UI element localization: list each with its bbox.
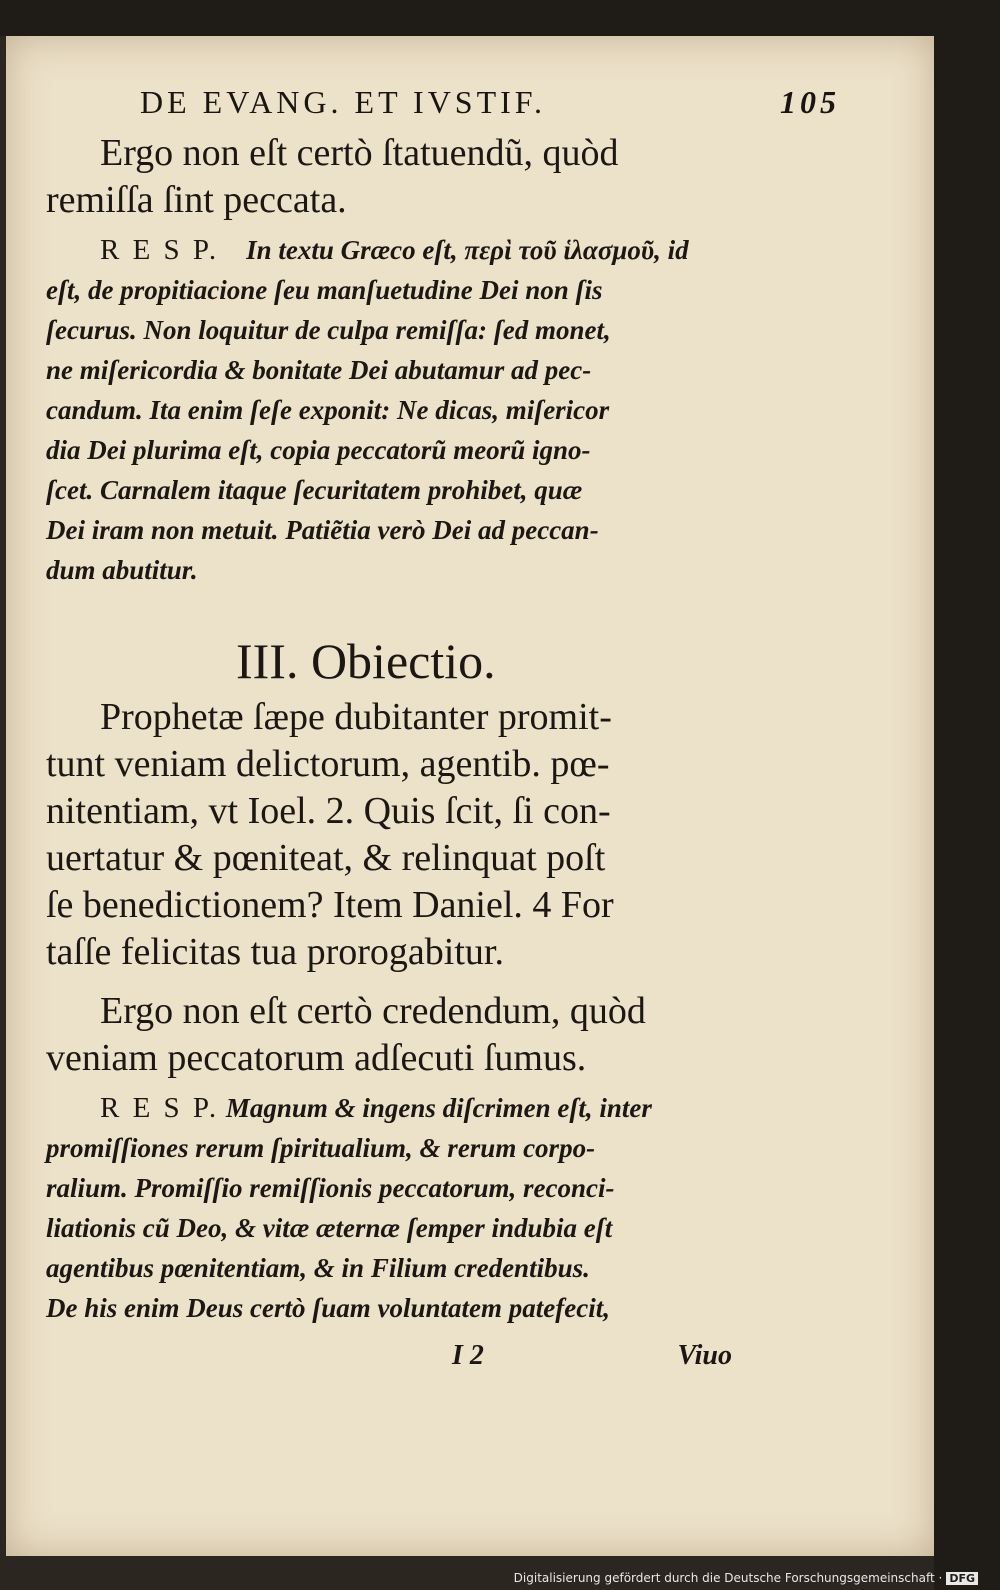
text-line: Ergo non eſt certò ſtatuendũ, quòd: [100, 132, 619, 174]
text-line: uertatur & pœniteat, & relinquat poſt: [46, 837, 606, 879]
dfg-logo: DFG: [946, 1572, 978, 1585]
text-line: Prophetæ ſæpe dubitanter promit-: [100, 696, 612, 738]
text-line: liationis cũ Deo, & vitæ æternæ ſemper indubia eſt: [46, 1213, 613, 1243]
text-line: ne miſericordia & bonitate Dei abutamur ad pec-: [46, 355, 592, 385]
catchword: Viuo: [677, 1340, 732, 1371]
text-line: dia Dei plurima eſt, copia peccatorũ meorũ igno-: [46, 435, 591, 465]
text-line: [46, 1088, 746, 1128]
text-line: ſcet. Carnalem itaque ſecuritatem prohibet, quæ: [46, 475, 583, 505]
text-line: nitentiam, vt Ioel. 2. Quis ſcit, ſi con-: [46, 790, 611, 832]
text-line: eſt, de propitiacione ſeu manſuetudine Dei non ſis: [46, 275, 603, 305]
text-line: remiſſa ſint peccata.: [46, 179, 347, 221]
section-heading: III. Obiectio.: [236, 633, 496, 689]
resp-label: R E S P.: [100, 234, 220, 266]
text-line: promiſſiones rerum ſpiritualium, & rerum corpo-: [46, 1133, 596, 1163]
text-line: veniam peccatorum adſecuti ſumus.: [46, 1037, 587, 1079]
text-line: agentibus pœnitentiam, & in Filium credentibus.: [46, 1253, 590, 1283]
objection-text: [46, 694, 746, 976]
text-line: candum. Ita enim ſeſe exponit: Ne dicas, miſericor: [46, 395, 610, 425]
scan-background-right: [934, 0, 1000, 1590]
running-header: [140, 84, 840, 124]
text-line: Dei iram non metuit. Patiẽtia verò Dei ad peccan-: [46, 515, 599, 545]
text-line: Ergo non eſt certò credendum, quòd: [100, 990, 646, 1032]
resp-label: R E S P.: [100, 1092, 220, 1124]
text-line: ſecurus. Non loquitur de culpa remiſſa: ſed monet,: [46, 315, 611, 345]
objection-conclusion-1: [46, 130, 746, 224]
text-line: De his enim Deus certò ſuam voluntatem patefecit,: [46, 1293, 610, 1323]
text-line: dum abutitur.: [46, 555, 198, 585]
text-line: ralium. Promiſſio remiſſionis peccatorum, reconci-: [46, 1173, 615, 1203]
text-line: tunt veniam delictorum, agentib. pœ-: [46, 743, 610, 785]
text-line: ſe benedictionem? Item Daniel. 4 For: [46, 884, 614, 926]
digitization-credit: [514, 1571, 978, 1585]
signature-mark: I 2: [452, 1340, 484, 1371]
text-line: taſſe felicitas tua prorogabitur.: [46, 931, 504, 973]
text-line: [46, 230, 746, 270]
response-1: [46, 230, 746, 590]
page-number: 105: [780, 84, 840, 120]
objection-conclusion-2: [46, 988, 746, 1082]
scan-background-top: [0, 0, 1000, 36]
resp-first-line: Magnum & ingens diſcrimen eſt, inter: [225, 1093, 652, 1123]
credit-text: Digitalisierung gefördert durch die Deutsche Forschungsgemeinschaft ·: [513, 1571, 943, 1585]
response-2: [46, 1088, 746, 1328]
running-title: DE EVANG. ET IVSTIF.: [140, 84, 547, 120]
resp-first-line: In textu Græco eſt, περὶ τοῦ ἱλασμοῦ, id: [246, 235, 689, 265]
